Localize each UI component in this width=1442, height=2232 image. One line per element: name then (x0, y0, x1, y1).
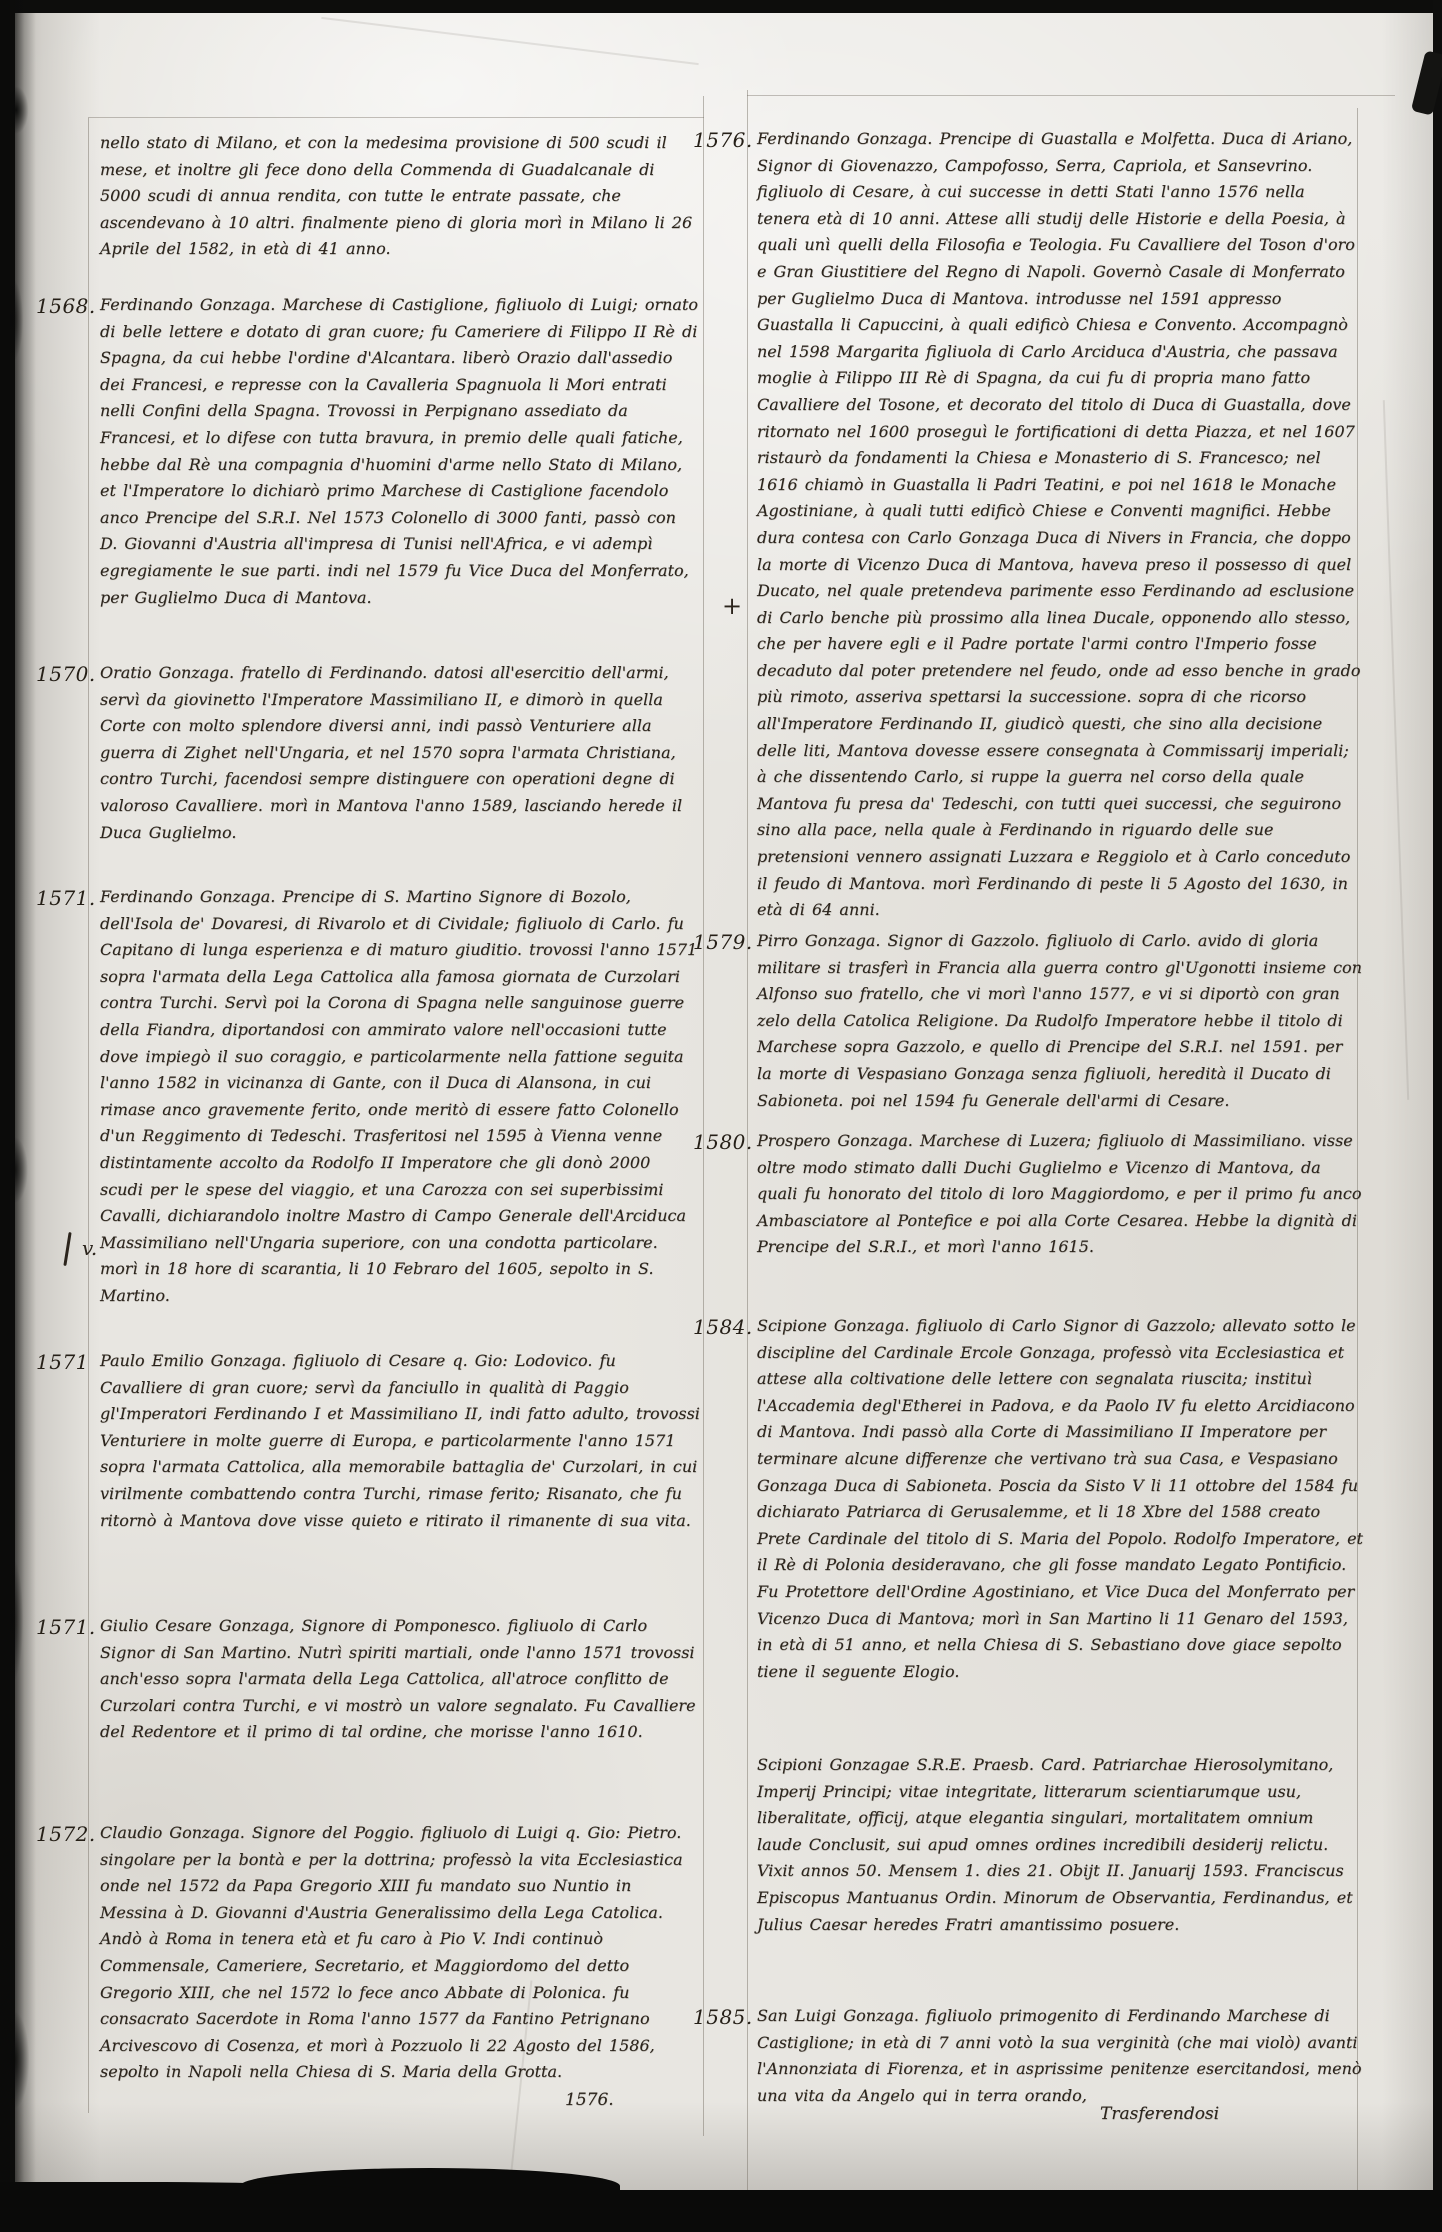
photo-edge-bottom (0, 2190, 1442, 2232)
entry-text: Paulo Emilio Gonzaga. figliuolo di Cesare q. Gio: Lodovico. fu Cavalliere di gran cuore; servì da fanciullo in qualità di Paggio gl'Imperatori Ferdinando I et Massimiliano II, indi fatto adulto, trovossi Venturiere in molte guerre di Europa, e particolarmente l'anno 1571 sopra l'armata Cattolica, alla memorabile battaglia de' Curzolari, in cui virilmente combattendo contra Turchi, rimase ferito; Risanato, che fu ritornò à Mantova dove visse quieto e ritirato il rimanente di sua vita. (100, 1351, 700, 1530)
entry-1585-san-luigi (693, 2003, 1363, 2109)
entry-1571-ferdinando-smartino (36, 884, 700, 1310)
entry-text: San Luigi Gonzaga. figliuolo primogenito di Ferdinando Marchese di Castiglione; in età di 7 anni votò la sua verginità (che mai violò) avanti l'Annonziata di Fiorenza, et in asprissime penitenze esercitandosi, menò una vita da Angelo qui in terra orando, (757, 2006, 1362, 2105)
entry-1576-ferdinando-guastalla (693, 126, 1363, 924)
entry-1579-pirro (693, 928, 1363, 1114)
entry-scipione-elogium (757, 1752, 1363, 1938)
entry-1571-paulo-emilio (36, 1348, 700, 1534)
margin-mark-cross: + (722, 592, 743, 620)
column-top-rule-left (88, 117, 704, 118)
entry-text: Giulio Cesare Gonzaga, Signore di Pomponesco. figliuolo di Carlo Signor di San Martino. Nutrì spiriti martiali, onde l'anno 1571 trovossi anch'esso sopra l'armata della Lega Cattolica, all'atroce conflitto de Curzolari contra Turchi, e vi mostrò un valore segnalato. Fu Cavalliere del Redentore et il primo di tal ordine, che morisse l'anno 1610. (100, 1616, 696, 1742)
entry-year: 1571 (36, 1350, 89, 1374)
entry-1571-giulio-cesare (36, 1613, 700, 1746)
entry-text: Scipione Gonzaga. figliuolo di Carlo Signor di Gazzolo; allevato sotto le discipline del Cardinale Ercole Gonzaga, professò vita Ecclesiastica et attese alla coltivatione delle lettere con segnalata riuscita; instituì l'Accademia degl'Etherei in Padova, e da Paolo IV fu eletto Arcidiacono di Mantova. Indi passò alla Corte di Massimiliano II Imperatore per terminare alcune differenze che vertivano trà sua Casa, e Vespasiano Gonzaga Duca di Sabioneta. Poscia da Sisto V li 11 ottobre del 1584 fu dichiarato Patriarca di Gerusalemme, et li 18 Xbre del 1588 creato Prete Cardinale del titolo di S. Maria del Popolo. Rodolfo Imperatore, et il Rè di Polonia desideravano, che gli fosse mandato Legato Pontificio. Fu Protettore dell'Ordine Agostiniano, et Vice Duca del Monferrato per Vicenzo Duca di Mantova; morì in San Martino li 11 Genaro del 1593, in età di 51 anno, et nella Chiesa di S. Sebastiano dove giace sepolto tiene il seguente Elogio. (757, 1316, 1363, 1681)
entry-text: Claudio Gonzaga. Signore del Poggio. figliuolo di Luigi q. Gio: Pietro. singolare per la bontà e per la dottrina; professò la vita Ecclesiastica onde nel 1572 da Papa Gregorio XIII fu mandato suo Nuntio in Messina à D. Giovanni d'Austria Generalissimo della Lega Catolica. Andò à Roma in tenera età et fu caro à Pio V. Indi continuò Commensale, Cameriere, Secretario, et Maggiordomo del detto Gregorio XIII, che nel 1572 lo fece anco Abbate di Polonica. fu consacrato Sacerdote in Roma l'anno 1577 da Fantino Petrignano Arcivescovo di Cosenza, et morì à Pozzuolo li 22 Agosto del 1586, sepolto in Napoli nella Chiesa di S. Maria della Grotta. (100, 1823, 683, 2082)
entry-text: Ferdinando Gonzaga. Prencipe di Guastalla e Molfetta. Duca di Ariano, Signor di Giovenazzo, Campofosso, Serra, Capriola, et Sansevrino. figliuolo di Cesare, à cui successe in detti Stati l'anno 1576 nella tenera età di 10 anni. Attese alli studij delle Historie e della Poesia, à quali unì quelli della Filosofia e Teologia. Fu Cavalliere del Toson d'oro e Gran Giustitiere del Regno di Napoli. Governò Casale di Monferrato per Guglielmo Duca di Mantova. introdusse nel 1591 appresso Guastalla li Capuccini, à quali edificò Chiesa e Convento. Accompagnò nel 1598 Margarita figliuola di Carlo Arciduca d'Austria, che passava moglie à Filippo III Rè di Spagna, da cui fu di propria mano fatto Cavalliere del Tosone, et decorato del titolo di Duca di Guastalla, dove ritornato nel 1600 proseguì le fortificationi di detta Piazza, et nel 1607 ristaurò da fondamenti la Chiesa e Monasterio di S. Francesco; nel 1616 chiamò in Guastalla li Padri Teatini, e poi nel 1618 le Monache Agostiniane, à quali tutti edificò Chiese e Conventi magnifici. Hebbe dura contesa con Carlo Gonzaga Duca di Nivers in Francia, che doppo la morte di Vicenzo Duca di Mantova, haveva preso il possesso di quel Ducato, nel quale pretendeva parimente esso Ferdinando ad esclusione di Carlo benche più prossimo alla linea Ducale, opponendo allo stesso, che per havere egli e il Padre portate l'armi contro l'Imperio fosse decaduto dal poter pretendere nel feudo, onde ad esso benche in grado più rimoto, asseriva spettarsi la successione. sopra di che ricorso all'Imperatore Ferdinando II, giudicò questi, che sino alla decisione delle liti, Mantova dovesse essere consegnata à Commissarij imperiali; à che dissentendo Carlo, si ruppe la guerra nel corso della quale Mantova fu presa da' Tedeschi, con tutti quei successi, che seguirono sino alla pace, nella quale à Ferdinando in riguardo delle sue pretensioni vennero assignati Luzzara e Reggiolo et à Carlo conceduto il feudo di Mantova. morì Ferdinando di peste li 5 Agosto del 1630, in età di 64 anni. (757, 129, 1361, 920)
entry-year: 1584. (693, 1315, 753, 1339)
entry-year: 1579. (693, 930, 753, 954)
entry-year: 1571. (36, 1615, 96, 1639)
entry-year: 1570. (36, 662, 96, 686)
column-rule-left-outer (88, 118, 89, 2113)
entry-year: 1585. (693, 2005, 753, 2029)
entry-text: Oratio Gonzaga. fratello di Ferdinando. datosi all'esercitio dell'armi, servì da giovinetto l'Imperatore Massimiliano II, e dimorò in quella Corte con molto splendore diversi anni, indi passò Venturiere alla guerra di Zighet nell'Ungaria, et nel 1570 sopra l'armata Christiana, contro Turchi, facendosi sempre distinguere con operationi degne di valoroso Cavalliere. morì in Mantova l'anno 1589, lasciando herede il Duca Guglielmo. (100, 663, 683, 842)
entry-1568-ferdinando-castiglione (36, 292, 700, 611)
entry-1580-prospero (693, 1128, 1363, 1261)
entry-continuation (100, 130, 700, 263)
entry-text: Scipioni Gonzagae S.R.E. Praesb. Card. Patriarchae Hierosolymitano, Imperij Principi; vitae integritate, litterarum scientiarumque usu, liberalitate, officij, atque elegantia singulari, mortalitatem omnium laude Conclusit, sui apud omnes ordines incredibili desiderij relictu. Vixit annos 50. Mensem 1. dies 21. Obijt II. Januarij 1593. Franciscus Episcopus Mantuanus Ordin. Minorum de Observantia, Ferdinandus, et Julius Caesar heredes Fratri amantissimo posuere. (757, 1755, 1353, 1934)
catchword-left: 1576. (565, 2090, 614, 2110)
paper-crease (1383, 400, 1409, 1100)
photo-edge-top (0, 0, 1442, 13)
entry-text: Ferdinando Gonzaga. Prencipe di S. Martino Signore di Bozolo, dell'Isola de' Dovaresi, di Rivarolo et di Cividale; figliuolo di Carlo. fu Capitano di lunga esperienza e di maturo giuditio. trovossi l'anno 1571 sopra l'armata della Lega Cattolica alla famosa giornata de Curzolari contra Turchi. Servì poi la Corona di Spagna nelle sanguinose guerre della Fiandra, diportandosi con ammirato valore nell'occasioni tutte dove impiegò il suo coraggio, e particolarmente nella fattione seguita l'anno 1582 in vicinanza di Gante, con il Duca di Alansona, in cui rimase anco gravemente ferito, onde meritò di essere fatto Colonello d'un Reggimento di Tedeschi. Trasferitosi nel 1595 à Vienna venne distintamente accolto da Rodolfo II Imperatore che gli donò 2000 scudi per le spese del viaggio, et una Carozza con sei superbissimi Cavalli, dichiarandolo inoltre Mastro di Campo Generale dell'Arciduca Massimiliano nell'Ungaria superiore, con una condotta particolare. morì in 18 hore di scarantia, li 10 Febraro del 1605, sepolto in S. Martino. (100, 887, 698, 1305)
entry-1572-claudio (36, 1820, 700, 2086)
entry-year: 1568. (36, 294, 96, 318)
entry-year: 1580. (693, 1130, 753, 1154)
entry-year: 1576. (693, 128, 753, 152)
paper-crease (321, 17, 698, 65)
entry-1584-scipione (693, 1313, 1363, 1685)
photo-edge-right (1433, 0, 1442, 2232)
margin-mark-v: v. (82, 1236, 98, 1260)
catchword-right: Trasferendosi (1100, 2104, 1220, 2124)
entry-text: nello stato di Milano, et con la medesima provisione di 500 scudi il mese, et inoltre gli fece dono della Commenda di Guadalcanale di 5000 scudi di annua rendita, con tutte le entrate passate, che ascendevano à 10 altri. finalmente pieno di gloria morì in Milano li 26 Aprile del 1582, in età di 41 anno. (100, 133, 693, 259)
column-rule-left-inner (703, 96, 704, 2136)
entry-year: 1572. (36, 1822, 96, 1846)
entry-text: Pirro Gonzaga. Signor di Gazzolo. figliuolo di Carlo. avido di gloria militare si trasferì in Francia alla guerra contro gl'Ugonotti insieme con Alfonso suo fratello, che vi morì l'anno 1577, e vi si diportò con gran zelo della Catolica Religione. Da Rudolfo Imperatore hebbe il titolo di Marchese sopra Gazzolo, e quello di Prencipe del S.R.I. nel 1591. per la morte di Vespasiano Gonzaga senza figliuoli, heredità il Ducato di Sabioneta. poi nel 1594 fu Generale dell'armi di Cesare. (757, 931, 1362, 1110)
photo-edge-left (0, 0, 15, 2232)
column-top-rule-right (747, 95, 1395, 96)
pen-stroke-mark (63, 1232, 71, 1266)
entry-text: Prospero Gonzaga. Marchese di Luzera; figliuolo di Massimiliano. visse oltre modo stimato dalli Duchi Guglielmo e Vicenzo di Mantova, da quali fu honorato del titolo di loro Maggiordomo, e per il primo fu anco Ambasciatore al Pontefice e poi alla Corte Cesarea. Hebbe la dignità di Prencipe del S.R.I., et morì l'anno 1615. (757, 1131, 1362, 1257)
entry-year: 1571. (36, 886, 96, 910)
entry-1570-oratio (36, 660, 700, 846)
entry-text: Ferdinando Gonzaga. Marchese di Castiglione, figliuolo di Luigi; ornato di belle lettere e dotato di gran cuore; fu Cameriere di Filippo II Rè di Spagna, da cui hebbe l'ordine d'Alcantara. liberò Orazio dall'assedio dei Francesi, e represse con la Cavalleria Spagnuola li Mori entrati nelli Confini della Spagna. Trovossi in Perpignano assediato da Francesi, et lo difese con tutta bravura, in premio delle quali fatiche, hebbe dal Rè una compagnia d'huomini d'arme nello Stato di Milano, et l'Imperatore lo dichiarò primo Marchese di Castiglione facendolo anco Prencipe del S.R.I. Nel 1573 Colonello di 3000 fanti, passò con D. Giovanni d'Austria all'impresa di Tunisi nell'Africa, e vi adempì egregiamente le sue parti. indi nel 1579 fu Vice Duca del Monferrato, per Guglielmo Duca di Mantova. (100, 295, 698, 607)
